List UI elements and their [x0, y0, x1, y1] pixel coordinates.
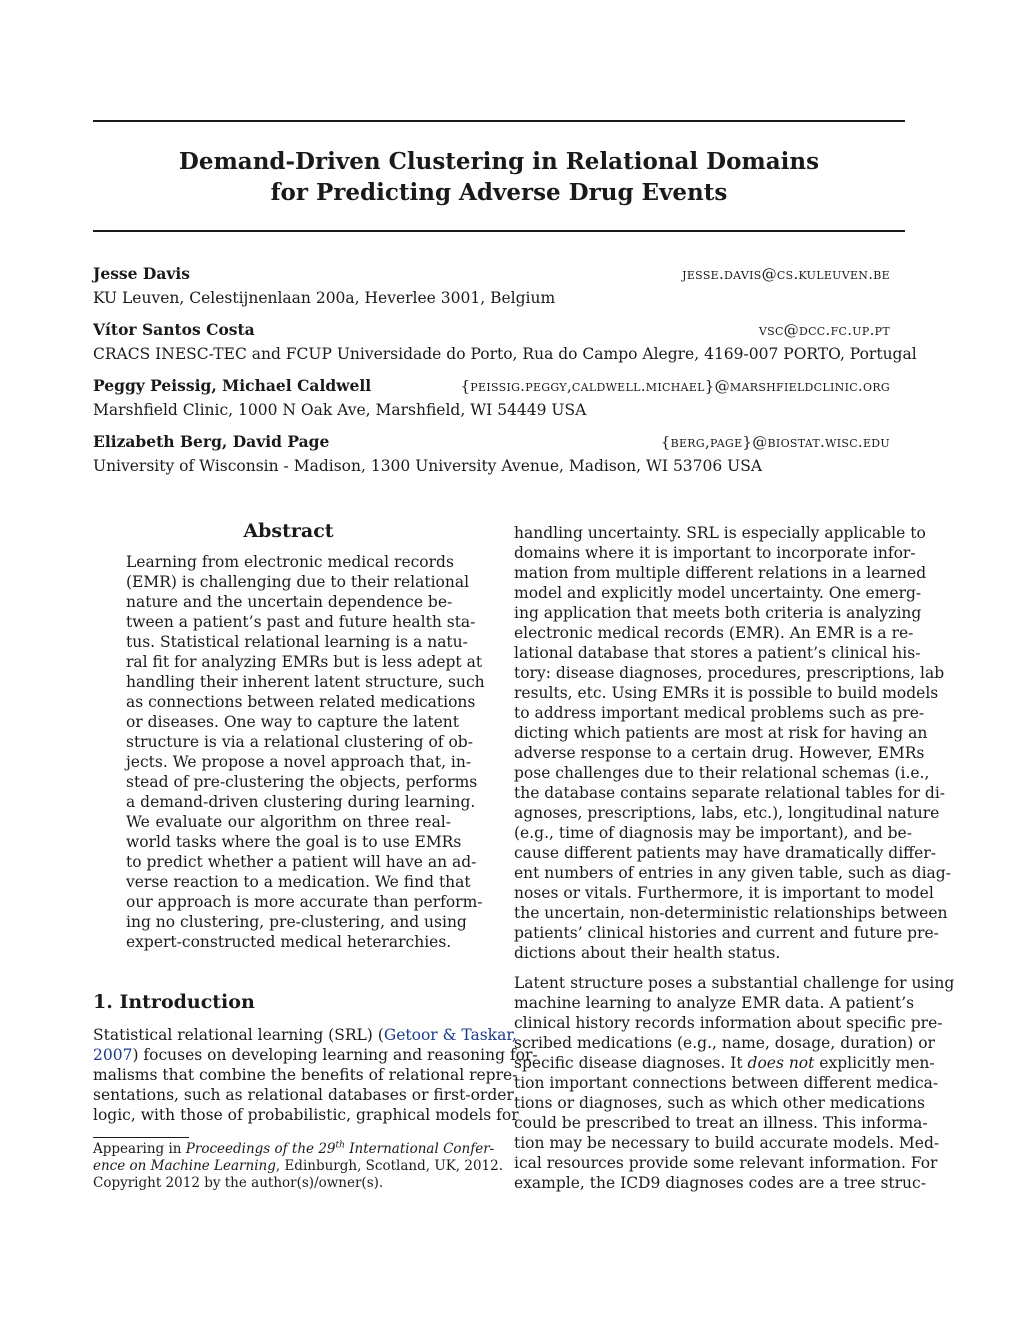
text-line: stead of pre-clustering the objects, performs — [126, 773, 478, 791]
author-name: Jesse Davis — [93, 264, 191, 283]
text-line: Latent structure poses a substantial challenge for using — [514, 974, 955, 992]
text-line: to predict whether a patient will have an ad- — [126, 853, 477, 871]
text-line: malisms that combine the benefits of relational repre- — [93, 1066, 518, 1084]
abstract-body — [126, 552, 485, 952]
footnote-rule — [93, 1137, 189, 1138]
text-line: could be prescribed to treat an illness. This informa- — [514, 1114, 928, 1132]
introduction-heading: 1. Introduction — [93, 991, 255, 1013]
text-line: lational database that stores a patient’s clinical his- — [514, 644, 921, 662]
text-line: nature and the uncertain dependence be- — [126, 593, 453, 611]
text-line: tween a patient’s past and future health sta- — [126, 613, 476, 631]
text-line: verse reaction to a medication. We find that — [126, 873, 471, 891]
text-line: ing application that meets both criteria is analyzing — [514, 604, 922, 622]
text-line: handling uncertainty. SRL is especially applicable to — [514, 524, 926, 542]
text-line: cause different patients may have dramatically differ- — [514, 844, 936, 862]
text-line: structure is via a relational clustering of ob- — [126, 733, 473, 751]
author-name: Elizabeth Berg, David Page — [93, 432, 330, 451]
author-block-4 — [93, 431, 890, 453]
introduction-body — [93, 1025, 538, 1125]
text-line: noses or vitals. Furthermore, it is important to model — [514, 884, 934, 902]
citation-link-year[interactable]: 2007 — [93, 1046, 133, 1064]
text-line: the database contains separate relational tables for di- — [514, 784, 946, 802]
text-line: example, the ICD9 diagnoses codes are a tree struc- — [514, 1174, 926, 1192]
paper-title-line-2: for Predicting Adverse Drug Events — [270, 179, 728, 206]
text-line: our approach is more accurate than perform- — [126, 893, 483, 911]
text-line: specific disease diagnoses. It does not explicitly men- — [514, 1054, 935, 1072]
footnote — [93, 1140, 504, 1192]
text-line: scribed medications (e.g., name, dosage, duration) or — [514, 1034, 935, 1052]
text-line: patients’ clinical histories and current and future pre- — [514, 924, 939, 942]
text-line: machine learning to analyze EMR data. A patient’s — [514, 994, 915, 1012]
text-line: (e.g., time of diagnosis may be important), and be- — [514, 824, 912, 842]
author-email: jesse.davis@cs.kuleuven.be — [682, 265, 890, 283]
author-affiliation: CRACS INESC-TEC and FCUP Universidade do Porto, Rua do Campo Alegre, 4169-007 PORTO, Portugal — [93, 345, 917, 363]
text-line: We evaluate our algorithm on three real- — [126, 813, 451, 831]
text-line: adverse response to a certain drug. However, EMRs — [514, 744, 925, 762]
text-line: dictions about their health status. — [514, 944, 781, 962]
text-line: model and explicitly model uncertainty. One emerg- — [514, 584, 922, 602]
text-line: as connections between related medications — [126, 693, 476, 711]
text-line: sentations, such as relational databases or first-order — [93, 1086, 514, 1104]
right-column-paragraph-2 — [514, 973, 955, 1193]
author-email: vsc@dcc.fc.up.pt — [758, 321, 890, 339]
abstract-heading: Abstract — [243, 520, 334, 542]
text-line: pose challenges due to their relational schemas (i.e., — [514, 764, 930, 782]
text-line: Copyright 2012 by the author(s)/owner(s). — [93, 1175, 384, 1191]
text-line: Appearing in Proceedings of the 29th International Confer- — [93, 1140, 495, 1157]
text-line: or diseases. One way to capture the latent — [126, 713, 460, 731]
text-line: world tasks where the goal is to use EMRs — [126, 833, 462, 851]
citation-link[interactable]: Getoor & Taskar, — [383, 1026, 517, 1044]
text-line: agnoses, prescriptions, labs, etc.), longitudinal nature — [514, 804, 940, 822]
text-line: jects. We propose a novel approach that, in- — [126, 753, 472, 771]
author-name: Peggy Peissig, Michael Caldwell — [93, 376, 372, 395]
text-line: a demand-driven clustering during learning. — [126, 793, 476, 811]
top-rule — [93, 120, 905, 122]
text-line: logic, with those of probabilistic, graphical models for — [93, 1106, 519, 1124]
text-line: Learning from electronic medical records — [126, 553, 454, 571]
text-line: ent numbers of entries in any given table, such as diag- — [514, 864, 951, 882]
text-line: dicting which patients are most at risk for having an — [514, 724, 928, 742]
text-line: tions or diagnoses, such as which other medications — [514, 1094, 925, 1112]
author-name: Vítor Santos Costa — [93, 320, 255, 339]
author-block-2 — [93, 319, 890, 341]
text-line: 2007) focuses on developing learning and reasoning for- — [93, 1046, 538, 1064]
text-line: to address important medical problems such as pre- — [514, 704, 925, 722]
text-line: ral fit for analyzing EMRs but is less adept at — [126, 653, 483, 671]
text-line: results, etc. Using EMRs it is possible to build models — [514, 684, 939, 702]
text-line: domains where it is important to incorporate infor- — [514, 544, 916, 562]
author-affiliation: Marshfield Clinic, 1000 N Oak Ave, Marshfield, WI 54449 USA — [93, 401, 587, 419]
text-line: ing no clustering, pre-clustering, and using — [126, 913, 467, 931]
text-line: the uncertain, non-deterministic relationships between — [514, 904, 948, 922]
text-line: tion important connections between different medica- — [514, 1074, 939, 1092]
text-line: tus. Statistical relational learning is a natu- — [126, 633, 468, 651]
text-line: (EMR) is challenging due to their relational — [126, 573, 470, 591]
author-email: {peissig.peggy,caldwell.michael}@marshfieldclinic.org — [460, 377, 890, 395]
author-block-1 — [93, 263, 890, 285]
text-line: clinical history records information about specific pre- — [514, 1014, 943, 1032]
text-line: tion may be necessary to build accurate models. Med- — [514, 1134, 940, 1152]
author-affiliation: KU Leuven, Celestijnenlaan 200a, Heverlee 3001, Belgium — [93, 289, 556, 307]
paper-title-line-1: Demand-Driven Clustering in Relational Domains — [178, 148, 820, 175]
right-column-paragraph-1 — [514, 523, 951, 963]
text-line: electronic medical records (EMR). An EMR is a re- — [514, 624, 914, 642]
text-line: mation from multiple different relations in a learned — [514, 564, 927, 582]
bottom-rule — [93, 230, 905, 232]
text-line: handling their inherent latent structure, such — [126, 673, 485, 691]
text-line: ence on Machine Learning, Edinburgh, Scotland, UK, 2012. — [93, 1158, 504, 1174]
author-block-3 — [93, 375, 890, 397]
text-line: tory: disease diagnoses, procedures, prescriptions, lab — [514, 664, 945, 682]
text-line: ical resources provide some relevant information. For — [514, 1154, 938, 1172]
text-line: expert-constructed medical heterarchies. — [126, 933, 452, 951]
text-line: Statistical relational learning (SRL) (Getoor & Taskar, — [93, 1026, 517, 1044]
author-affiliation: University of Wisconsin - Madison, 1300 University Avenue, Madison, WI 53706 USA — [93, 457, 763, 475]
author-email: {berg,page}@biostat.wisc.edu — [660, 433, 890, 451]
